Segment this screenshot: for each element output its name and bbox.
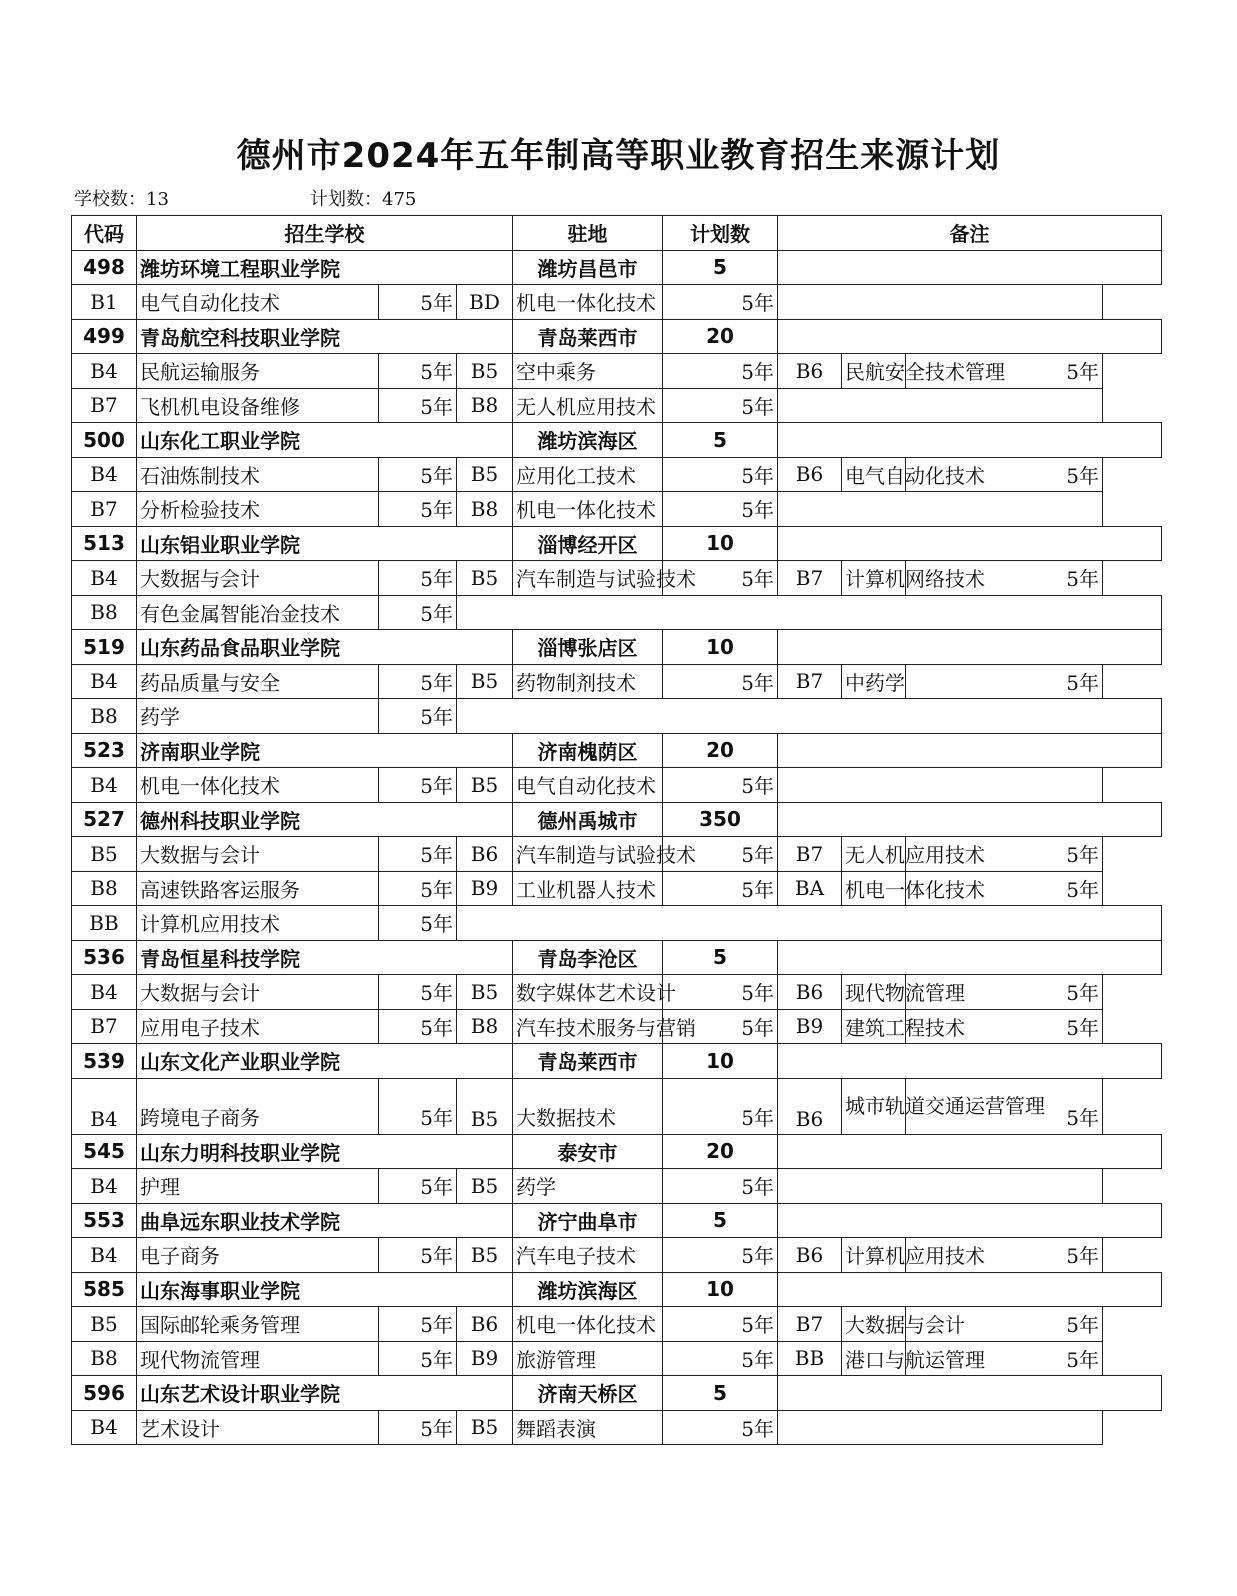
major-name: 飞机机电设备维修	[137, 388, 379, 423]
major-code: B8	[457, 492, 513, 527]
school-code: 523	[72, 733, 137, 768]
major-years: 5年	[906, 1078, 1103, 1134]
plan-count: 计划数：475	[310, 189, 417, 210]
major-name: 中药学	[842, 664, 906, 699]
school-code: 536	[72, 940, 137, 975]
major-row	[72, 285, 1162, 320]
school-location: 潍坊滨海区	[513, 1272, 663, 1307]
school-row	[72, 1203, 1162, 1238]
major-row	[72, 699, 1162, 734]
major-years: 5年	[906, 1238, 1103, 1273]
school-remark	[778, 1134, 1162, 1169]
major-code: B8	[457, 388, 513, 423]
major-years: 5年	[906, 354, 1103, 389]
school-remark	[778, 1376, 1162, 1411]
school-plan: 10	[663, 630, 778, 665]
major-years: 5年	[663, 975, 778, 1010]
school-code: 585	[72, 1272, 137, 1307]
major-name: 舞蹈表演	[513, 1410, 663, 1445]
major-name: 有色金属智能冶金技术	[137, 595, 379, 630]
major-code: B7	[778, 1307, 842, 1342]
major-code: B7	[778, 561, 842, 596]
major-name: 计算机网络技术	[842, 561, 906, 596]
major-name: 无人机应用技术	[842, 837, 906, 872]
major-years: 5年	[663, 1341, 778, 1376]
major-code: B4	[72, 1078, 137, 1134]
empty-cell	[457, 699, 1162, 734]
major-name: 汽车制造与试验技术	[513, 837, 663, 872]
school-name: 山东铝业职业学院	[137, 526, 513, 561]
major-code: B4	[72, 975, 137, 1010]
major-name: 电子商务	[137, 1238, 379, 1273]
school-code: 527	[72, 802, 137, 837]
major-code: B7	[72, 1009, 137, 1044]
major-name: 应用化工技术	[513, 457, 663, 492]
major-code: B5	[457, 457, 513, 492]
major-years: 5年	[663, 837, 778, 872]
school-name: 曲阜远东职业技术学院	[137, 1203, 513, 1238]
major-code: B8	[457, 1009, 513, 1044]
major-years: 5年	[663, 1009, 778, 1044]
major-years: 5年	[906, 975, 1103, 1010]
major-years: 5年	[379, 457, 457, 492]
major-name: 分析检验技术	[137, 492, 379, 527]
major-name: 应用电子技术	[137, 1009, 379, 1044]
major-row	[72, 595, 1162, 630]
major-code: B4	[72, 1238, 137, 1273]
major-code: B8	[72, 871, 137, 906]
major-years: 5年	[663, 285, 778, 320]
major-code: B7	[72, 388, 137, 423]
major-years: 5年	[379, 837, 457, 872]
major-years: 5年	[663, 492, 778, 527]
empty-cell	[457, 595, 1162, 630]
school-code: 498	[72, 250, 137, 285]
major-code: B6	[457, 837, 513, 872]
school-remark	[778, 319, 1162, 354]
major-years: 5年	[379, 1341, 457, 1376]
school-remark	[778, 1203, 1162, 1238]
major-code: B7	[778, 664, 842, 699]
school-plan: 350	[663, 802, 778, 837]
major-code: B4	[72, 1410, 137, 1445]
major-code: B7	[72, 492, 137, 527]
school-remark	[778, 802, 1162, 837]
school-code: 499	[72, 319, 137, 354]
major-name: 工业机器人技术	[513, 871, 663, 906]
major-code: B6	[778, 457, 842, 492]
major-code: B4	[72, 768, 137, 803]
major-name: 城市轨道交通运营管理	[842, 1078, 906, 1134]
major-years: 5年	[663, 1238, 778, 1273]
school-plan: 5	[663, 250, 778, 285]
major-name: 汽车制造与试验技术	[513, 561, 663, 596]
major-years: 5年	[379, 561, 457, 596]
major-name: 药学	[137, 699, 379, 734]
major-years: 5年	[379, 975, 457, 1010]
school-plan: 10	[663, 526, 778, 561]
major-code: BB	[778, 1341, 842, 1376]
school-count: 学校数：13	[74, 189, 169, 210]
major-code: B7	[778, 837, 842, 872]
major-name: 跨境电子商务	[137, 1078, 379, 1134]
header-remark: 备注	[778, 216, 1162, 251]
school-location: 淄博经开区	[513, 526, 663, 561]
major-name: 艺术设计	[137, 1410, 379, 1445]
major-name: 机电一体化技术	[137, 768, 379, 803]
school-row	[72, 940, 1162, 975]
major-years: 5年	[663, 1307, 778, 1342]
major-row	[72, 561, 1162, 596]
header-school: 招生学校	[137, 216, 513, 251]
school-plan: 10	[663, 1272, 778, 1307]
school-row	[72, 733, 1162, 768]
school-remark	[778, 630, 1162, 665]
major-years: 5年	[379, 492, 457, 527]
major-years: 5年	[379, 1078, 457, 1134]
major-years: 5年	[379, 1238, 457, 1273]
empty-cell	[457, 906, 1162, 941]
major-row	[72, 906, 1162, 941]
school-plan: 5	[663, 940, 778, 975]
major-years: 5年	[663, 1410, 778, 1445]
major-row	[72, 492, 1162, 527]
major-row	[72, 1307, 1162, 1342]
major-years: 5年	[663, 768, 778, 803]
empty-cell	[778, 1169, 1103, 1204]
school-name: 山东艺术设计职业学院	[137, 1376, 513, 1411]
school-plan: 20	[663, 733, 778, 768]
school-plan: 20	[663, 319, 778, 354]
school-location: 青岛莱西市	[513, 319, 663, 354]
major-name: 机电一体化技术	[513, 492, 663, 527]
empty-cell	[778, 768, 1103, 803]
major-name: 建筑工程技术	[842, 1009, 906, 1044]
major-years: 5年	[379, 1410, 457, 1445]
major-years: 5年	[379, 1009, 457, 1044]
school-name: 潍坊环境工程职业学院	[137, 250, 513, 285]
empty-cell	[778, 388, 1103, 423]
major-code: B8	[72, 1341, 137, 1376]
major-years: 5年	[663, 1169, 778, 1204]
major-code: B5	[457, 1078, 513, 1134]
major-row	[72, 1341, 1162, 1376]
major-name: 旅游管理	[513, 1341, 663, 1376]
school-row	[72, 423, 1162, 458]
major-name: 民航安全技术管理	[842, 354, 906, 389]
major-code: B4	[72, 457, 137, 492]
school-plan: 5	[663, 1376, 778, 1411]
major-name: 药物制剂技术	[513, 664, 663, 699]
major-code: BB	[72, 906, 137, 941]
major-name: 电气自动化技术	[137, 285, 379, 320]
school-location: 青岛莱西市	[513, 1044, 663, 1079]
major-years: 5年	[906, 664, 1103, 699]
school-location: 济南槐荫区	[513, 733, 663, 768]
major-code: B5	[457, 1238, 513, 1273]
header-plan: 计划数	[663, 216, 778, 251]
document-title: 德州市2024年五年制高等职业教育招生来源计划	[236, 136, 1001, 176]
major-code: B4	[72, 664, 137, 699]
major-row	[72, 1009, 1162, 1044]
major-name: 现代物流管理	[137, 1341, 379, 1376]
school-name: 青岛恒星科技学院	[137, 940, 513, 975]
school-plan: 5	[663, 1203, 778, 1238]
school-location: 潍坊昌邑市	[513, 250, 663, 285]
major-row	[72, 837, 1162, 872]
major-years: 5年	[663, 871, 778, 906]
major-row	[72, 354, 1162, 389]
major-name: 大数据与会计	[137, 975, 379, 1010]
school-remark	[778, 423, 1162, 458]
school-code: 539	[72, 1044, 137, 1079]
school-name: 山东文化产业职业学院	[137, 1044, 513, 1079]
header-code: 代码	[72, 216, 137, 251]
major-years: 5年	[663, 354, 778, 389]
school-code: 519	[72, 630, 137, 665]
major-name: 汽车技术服务与营销	[513, 1009, 663, 1044]
empty-cell	[778, 1410, 1103, 1445]
school-code: 545	[72, 1134, 137, 1169]
major-code: B5	[72, 1307, 137, 1342]
major-years: 5年	[379, 285, 457, 320]
school-name: 山东海事职业学院	[137, 1272, 513, 1307]
major-years: 5年	[663, 664, 778, 699]
major-name: 无人机应用技术	[513, 388, 663, 423]
major-name: 电气自动化技术	[842, 457, 906, 492]
major-row	[72, 1169, 1162, 1204]
school-row	[72, 1134, 1162, 1169]
major-row	[72, 664, 1162, 699]
major-years: 5年	[379, 768, 457, 803]
major-years: 5年	[379, 906, 457, 941]
major-years: 5年	[663, 561, 778, 596]
school-row	[72, 250, 1162, 285]
major-years: 5年	[379, 664, 457, 699]
school-row	[72, 1272, 1162, 1307]
school-name: 山东力明科技职业学院	[137, 1134, 513, 1169]
major-name: 汽车电子技术	[513, 1238, 663, 1273]
school-name: 山东药品食品职业学院	[137, 630, 513, 665]
major-row	[72, 871, 1162, 906]
major-row	[72, 975, 1162, 1010]
school-code: 500	[72, 423, 137, 458]
major-row	[72, 768, 1162, 803]
major-code: B4	[72, 561, 137, 596]
school-row	[72, 630, 1162, 665]
major-years: 5年	[379, 871, 457, 906]
school-name: 德州科技职业学院	[137, 802, 513, 837]
major-row	[72, 388, 1162, 423]
major-code: B6	[778, 975, 842, 1010]
major-code: B6	[778, 1078, 842, 1134]
enrollment-plan-table	[71, 215, 1162, 1445]
major-years: 5年	[379, 595, 457, 630]
major-code: B5	[457, 1169, 513, 1204]
school-remark	[778, 1044, 1162, 1079]
major-code: B6	[778, 354, 842, 389]
major-row	[72, 457, 1162, 492]
major-code: B5	[457, 975, 513, 1010]
major-code: B8	[72, 595, 137, 630]
school-plan: 20	[663, 1134, 778, 1169]
school-remark	[778, 250, 1162, 285]
school-remark	[778, 526, 1162, 561]
major-years: 5年	[663, 1078, 778, 1134]
major-code: B4	[72, 1169, 137, 1204]
school-location: 淄博张店区	[513, 630, 663, 665]
major-code: B4	[72, 354, 137, 389]
major-row	[72, 1410, 1162, 1445]
table-header-row	[72, 216, 1162, 251]
major-code: B5	[72, 837, 137, 872]
school-location: 德州禹城市	[513, 802, 663, 837]
school-location: 泰安市	[513, 1134, 663, 1169]
school-row	[72, 1376, 1162, 1411]
major-code: B9	[457, 871, 513, 906]
major-years: 5年	[379, 1169, 457, 1204]
major-name: 港口与航运管理	[842, 1341, 906, 1376]
major-name: 国际邮轮乘务管理	[137, 1307, 379, 1342]
major-name: 大数据与会计	[137, 837, 379, 872]
school-location: 青岛李沧区	[513, 940, 663, 975]
major-name: 大数据技术	[513, 1078, 663, 1134]
major-years: 5年	[379, 1307, 457, 1342]
major-years: 5年	[379, 388, 457, 423]
major-code: B5	[457, 561, 513, 596]
empty-cell	[778, 285, 1103, 320]
school-name: 山东化工职业学院	[137, 423, 513, 458]
major-years: 5年	[906, 1341, 1103, 1376]
header-location: 驻地	[513, 216, 663, 251]
major-name: 护理	[137, 1169, 379, 1204]
major-code: BD	[457, 285, 513, 320]
school-remark	[778, 940, 1162, 975]
major-years: 5年	[379, 354, 457, 389]
major-name: 石油炼制技术	[137, 457, 379, 492]
school-location: 潍坊滨海区	[513, 423, 663, 458]
major-years: 5年	[379, 699, 457, 734]
major-code: B1	[72, 285, 137, 320]
major-name: 电气自动化技术	[513, 768, 663, 803]
school-remark	[778, 1272, 1162, 1307]
major-years: 5年	[906, 837, 1103, 872]
school-location: 济南天桥区	[513, 1376, 663, 1411]
major-code: B5	[457, 768, 513, 803]
school-row	[72, 1044, 1162, 1079]
major-years: 5年	[906, 1009, 1103, 1044]
school-plan: 10	[663, 1044, 778, 1079]
major-code: B5	[457, 1410, 513, 1445]
major-code: B5	[457, 664, 513, 699]
major-years: 5年	[906, 871, 1103, 906]
major-name: 大数据与会计	[137, 561, 379, 596]
major-name: 数字媒体艺术设计	[513, 975, 663, 1010]
major-years: 5年	[906, 1307, 1103, 1342]
school-name: 济南职业学院	[137, 733, 513, 768]
major-code: B8	[72, 699, 137, 734]
empty-cell	[778, 492, 1103, 527]
major-code: B9	[778, 1009, 842, 1044]
major-name: 机电一体化技术	[513, 285, 663, 320]
major-name: 机电一体化技术	[842, 871, 906, 906]
major-name: 高速铁路客运服务	[137, 871, 379, 906]
major-code: B6	[778, 1238, 842, 1273]
major-name: 药学	[513, 1169, 663, 1204]
major-name: 空中乘务	[513, 354, 663, 389]
school-name: 青岛航空科技职业学院	[137, 319, 513, 354]
school-code: 513	[72, 526, 137, 561]
major-code: BA	[778, 871, 842, 906]
major-years: 5年	[906, 457, 1103, 492]
major-years: 5年	[663, 388, 778, 423]
major-years: 5年	[906, 561, 1103, 596]
major-code: B6	[457, 1307, 513, 1342]
major-code: B5	[457, 354, 513, 389]
school-code: 596	[72, 1376, 137, 1411]
major-name: 大数据与会计	[842, 1307, 906, 1342]
school-row	[72, 802, 1162, 837]
school-location: 济宁曲阜市	[513, 1203, 663, 1238]
major-row	[72, 1238, 1162, 1273]
school-remark	[778, 733, 1162, 768]
school-code: 553	[72, 1203, 137, 1238]
major-name: 计算机应用技术	[137, 906, 379, 941]
school-plan: 5	[663, 423, 778, 458]
school-row	[72, 526, 1162, 561]
major-name: 民航运输服务	[137, 354, 379, 389]
school-row	[72, 319, 1162, 354]
major-name: 计算机应用技术	[842, 1238, 906, 1273]
major-row	[72, 1078, 1162, 1134]
major-name: 药品质量与安全	[137, 664, 379, 699]
major-name: 机电一体化技术	[513, 1307, 663, 1342]
major-years: 5年	[663, 457, 778, 492]
major-name: 现代物流管理	[842, 975, 906, 1010]
major-code: B9	[457, 1341, 513, 1376]
